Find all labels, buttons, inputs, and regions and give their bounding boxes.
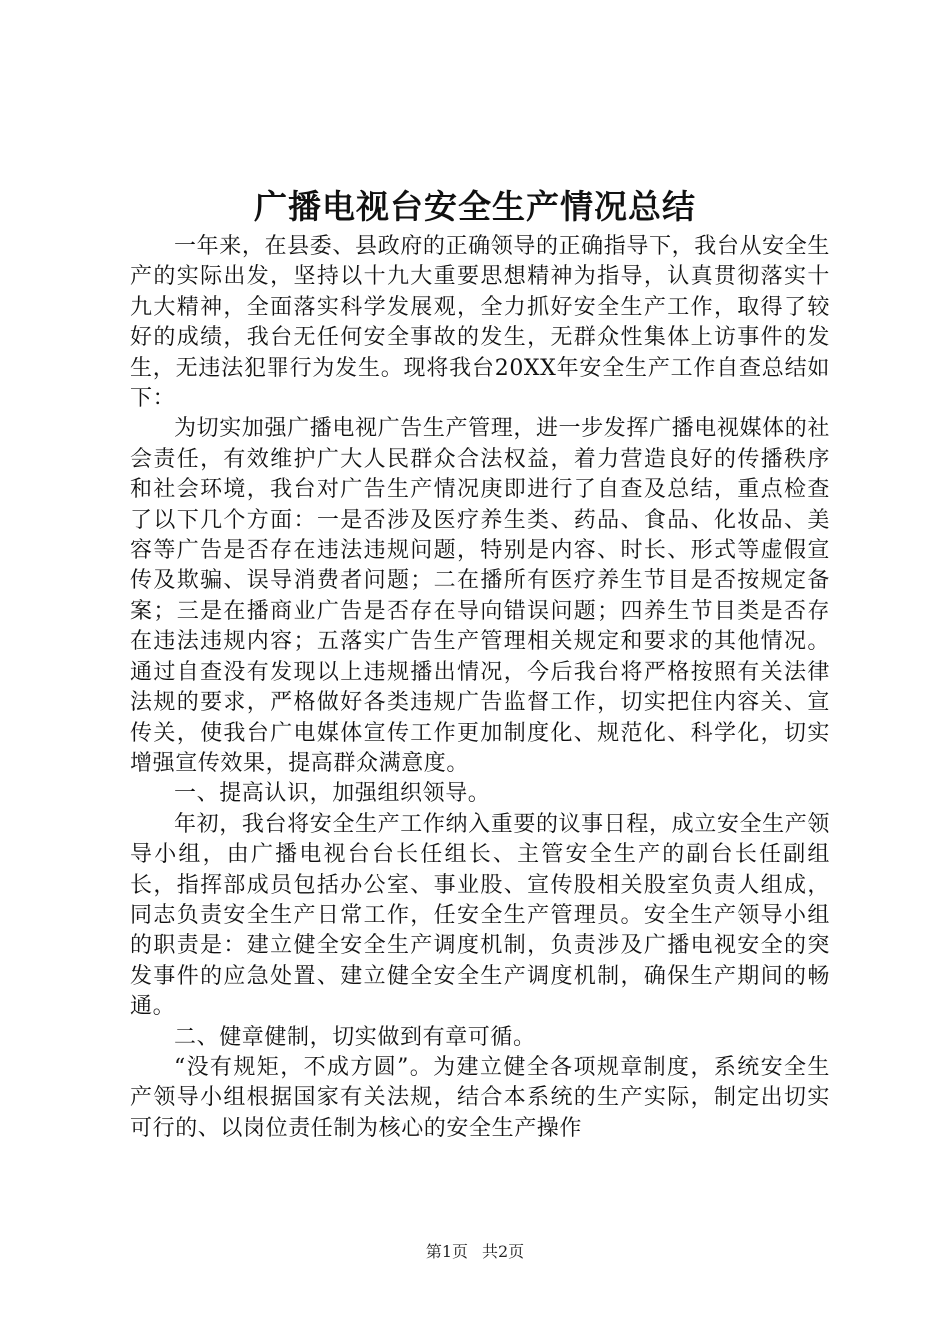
document-body	[130, 232, 830, 1144]
document-title: 广播电视台安全生产情况总结	[254, 187, 696, 226]
paragraph-intro: 一年来，在县委、县政府的正确领导的正确指导下，我台从安全生产的实际出发，坚持以十九大重要思想精神为指导，认真贯彻落实十九大精神，全面落实科学发展观，全力抓好安全生产工作，取得了较好的成绩，我台无任何安全事故的发生，无群众性集体上访事件的发生，无违法犯罪行为发生。现将我台20XX年安全生产工作自查总结如下：	[130, 234, 830, 412]
section-heading-1: 一、提高认识，加强组织领导。	[174, 781, 491, 807]
paragraph-regulations: “没有规矩，不成方圆”。为建立健全各项规章制度，系统安全生产领导小组根据国家有关法规，结合本系统的生产实际，制定出切实可行的、以岗位责任制为核心的安全生产操作	[130, 1054, 830, 1141]
paragraph-advertising-review: 为切实加强广播电视广告生产管理，进一步发挥广播电视媒体的社会责任，有效维护广大人民群众合法权益，着力营造良好的传播秩序和社会环境，我台对广告生产情况庚即进行了自查及总结，重点检查了以下几个方面：一是否涉及医疗养生类、药品、食品、化妆品、美容等广告是否存在违法违规问题，特别是内容、时长、形式等虚假宣传及欺骗、误导消费者问题；二在播所有医疗养生节目是否按规定备案；三是在播商业广告是否存在导向错误问题；四养生节目类是否存在违法违规内容；五落实广告生产管理相关规定和要求的其他情况。通过自查没有发现以上违规播出情况，今后我台将严格按照有关法律法规的要求，严格做好各类违规广告监督工作，切实把住内容关、宣传关，使我台广电媒体宣传工作更加制度化、规范化、科学化，切实增强宣传效果，提高群众满意度。	[130, 416, 830, 776]
page-footer	[0, 1240, 950, 1264]
section-heading-2: 二、健章健制，切实做到有章可循。	[174, 1024, 536, 1050]
paragraph-leadership: 年初，我台将安全生产工作纳入重要的议事日程，成立安全生产领导小组，由广播电视台台长任组长、主管安全生产的副台长任副组长，指挥部成员包括办公室、事业股、宣传股相关股室负责人组成，同志负责安全生产日常工作，任安全生产管理员。安全生产领导小组的职责是：建立健全安全生产调度机制，负责涉及广播电视安全的突发事件的应急处置、建立健全安全生产调度机制，确保生产期间的畅通。	[130, 811, 830, 1020]
page-number: 第1页	[425, 1242, 468, 1261]
page-total: 共2页	[482, 1242, 525, 1261]
